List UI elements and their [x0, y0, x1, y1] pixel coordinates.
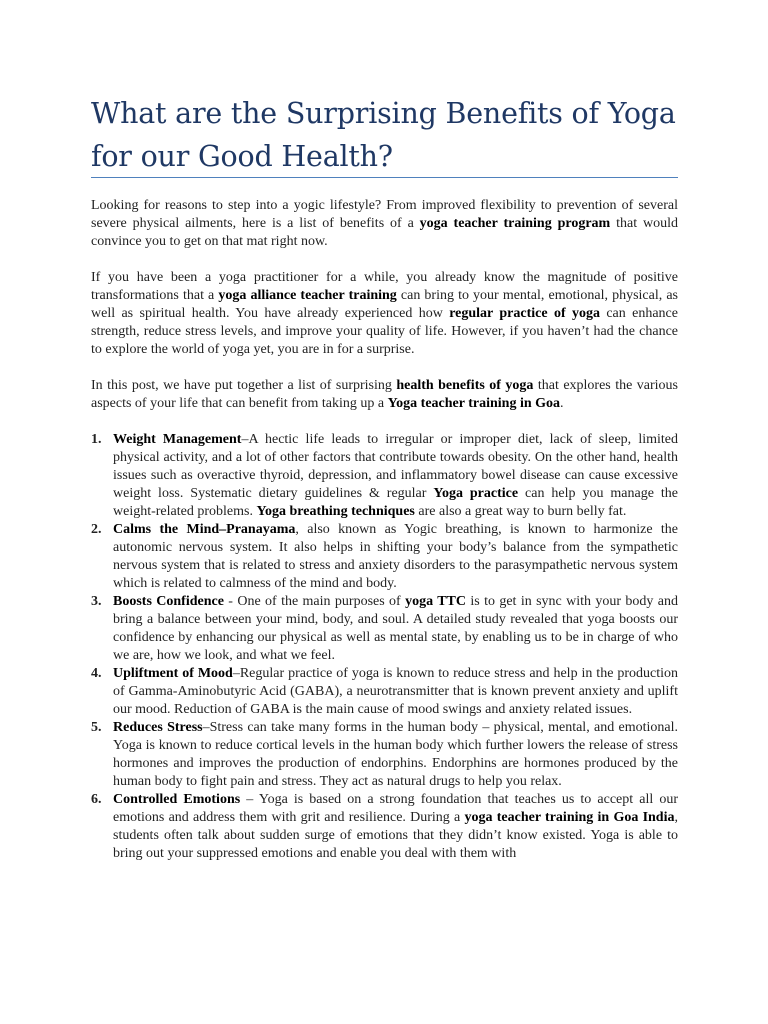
practitioner-paragraph: If you have been a yoga practitioner for a while, you already know the magnitude of positive transformations that a yoga alliance teacher training can bring to your mental, emotional, physical, as well as spiritual health. You have already experienced how regular practice of yoga can enhance strength, reduce stress levels, and improve your quality of life. However, if you haven’t had the chance to explore the world of yoga yet, you are in for a surprise.: [91, 270, 678, 357]
list-item: 2. Calms the Mind–Pranayama, also known as Yogic breathing, is known to harmonize the autonomic nervous system. It also helps in shifting your body’s balance from the sympathetic nervous system that is related to stress and anxiety disorders to the parasympathetic nervous system which is related to calmness of the mind and body.: [91, 522, 678, 591]
document-body: [91, 197, 678, 863]
list-item: 4. Upliftment of Mood–Regular practice of yoga is known to reduce stress and help in the production of Gamma-Aminobutyric Acid (GABA), a neurotransmitter that is known prevent anxiety and uplift our mood. Reduction of GABA is the main cause of mood swings and anxiety related issues.: [91, 666, 678, 717]
list-item: 6. Controlled Emotions – Yoga is based on a strong foundation that teaches us to accept all our emotions and address them with grit and resilience. During a yoga teacher training in Goa India, students often talk about sudden surge of emotions that they didn’t know existed. Yoga is able to bring out your suppressed emotions and enable you deal with them with: [91, 792, 678, 861]
page-title: What are the Surprising Benefits of Yoga for our Good Health?: [91, 97, 676, 173]
benefits-list: [91, 431, 678, 863]
post-intro-paragraph: In this post, we have put together a list of surprising health benefits of yoga that explores the various aspects of your life that can benefit from taking up a Yoga teacher training in Goa.: [91, 378, 678, 411]
intro-paragraph: Looking for reasons to step into a yogic lifestyle? From improved flexibility to prevention of several severe physical ailments, here is a list of benefits of a yoga teacher training program that would convince you to get on that mat right now.: [91, 198, 678, 249]
list-item: 5. Reduces Stress–Stress can take many forms in the human body – physical, mental, and emotional. Yoga is known to reduce cortical levels in the human body which further lowers the release of stress hormones and improves the production of endorphins. Endorphins are hormones produced by the human body to fight pain and stress. They act as natural drugs to help you relax.: [91, 720, 678, 789]
list-item: 1. Weight Management–A hectic life leads to irregular or improper diet, lack of sleep, limited physical activity, and a lot of other factors that contribute towards obesity. On the other hand, health issues such as overactive thyroid, depression, and inflammatory bowel disease can cause excessive weight loss. Systematic dietary guidelines & regular Yoga practice can help you manage the weight-related problems. Yoga breathing techniques are also a great way to burn belly fat.: [91, 432, 678, 519]
title-divider: [91, 177, 678, 178]
list-item: 3. Boosts Confidence - One of the main purposes of yoga TTC is to get in sync with your body and bring a balance between your mind, body, and soul. A detailed study revealed that yoga boosts our confidence by enhancing our physical as well as mental state, by enabling us to be in charge of who we are, how we look, and what we feel.: [91, 594, 678, 663]
